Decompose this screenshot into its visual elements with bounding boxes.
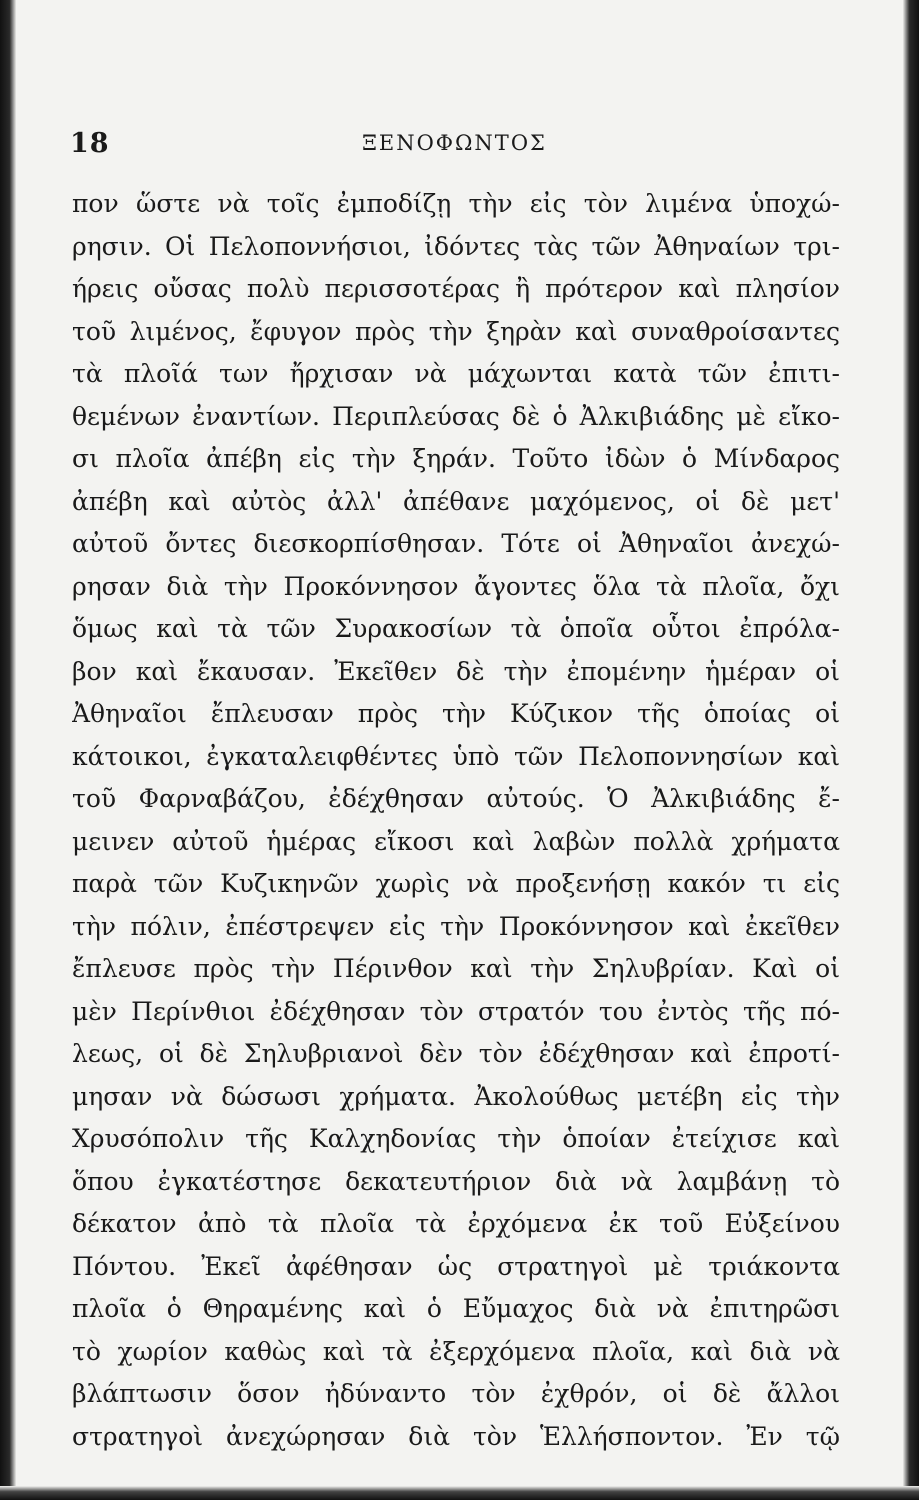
body-text [72, 183, 840, 1458]
text-line: μεινεν αὐτοῦ ἡμέρας εἴκοσι καὶ λαβὼν πολλὰ χρήματα [72, 826, 840, 856]
text-line: μησαν νὰ δώσωσι χρήματα. Ἀκολούθως μετέβη εἰς τὴν [72, 1081, 840, 1111]
scan-edge-left [0, 0, 16, 1500]
text-line: τὰ πλοῖά των ἤρχισαν νὰ μάχωνται κατὰ τῶν ἐπιτι- [72, 359, 840, 388]
text-line: τοῦ λιμένος, ἔφυγον πρὸς τὴν ξηρὰν καὶ συναθροίσαντες [72, 316, 840, 346]
text-line: βον καὶ ἔκαυσαν. Ἐκεῖθεν δὲ τὴν ἐπομένην ἡμέραν οἱ [72, 656, 840, 686]
text-line: δέκατον ἀπὸ τὰ πλοῖα τὰ ἐρχόμενα ἐκ τοῦ Εὐξείνου [72, 1209, 840, 1238]
text-line: πον ὥστε νὰ τοῖς ἐμποδίζῃ τὴν εἰς τὸν λιμένα ὑποχώ- [72, 189, 840, 218]
scan-edge-right [903, 0, 919, 1500]
text-line: τοῦ Φαρναβάζου, ἐδέχθησαν αὐτούς. Ὁ Ἀλκιβιάδης ἔ- [72, 784, 840, 813]
text-line: ἀπέβη καὶ αὐτὸς ἀλλ' ἀπέθανε μαχόμενος, οἱ δὲ μετ' [72, 486, 840, 516]
text-line: παρὰ τῶν Κυζικηνῶν χωρὶς νὰ προξενήσῃ κακόν τι εἰς [72, 869, 840, 898]
text-line: στρατηγοὶ ἀνεχώρησαν διὰ τὸν Ἑλλήσποντον. Ἐν τῷ [72, 1421, 840, 1451]
text-line: ὅπου ἐγκατέστησε δεκατευτήριον διὰ νὰ λαμβάνῃ τὸ [72, 1166, 840, 1196]
text-line: μὲν Περίνθιοι ἐδέχθησαν τὸν στρατόν του ἐντὸς τῆς πό- [72, 996, 840, 1026]
text-line: αὐτοῦ ὄντες διεσκορπίσθησαν. Τότε οἱ Ἀθηναῖοι ἀνεχώ- [72, 529, 840, 558]
text-line: Ἀθηναῖοι ἔπλευσαν πρὸς τὴν Κύζικον τῆς ὁποίας οἱ [72, 699, 840, 728]
text-line: ήρεις οὔσας πολὺ περισσοτέρας ἢ πρότερον καὶ πλησίον [72, 274, 840, 303]
running-head: ΞΕΝΟΦΩΝΤΟΣ [362, 131, 547, 155]
text-line: θεμένων ἐναντίων. Περιπλεύσας δὲ ὁ Ἀλκιβιάδης μὲ εἴκο- [72, 401, 840, 431]
text-line: Χρυσόπολιν τῆς Καλχηδονίας τὴν ὁποίαν ἐτείχισε καὶ [72, 1124, 840, 1153]
text-line: ὅμως καὶ τὰ τῶν Συρακοσίων τὰ ὁποῖα οὗτοι ἐπρόλα- [72, 614, 840, 643]
text-line: ρησιν. Οἱ Πελοποννήσιοι, ἰδόντες τὰς τῶν Ἀθηναίων τρι- [72, 231, 840, 261]
text-line: κάτοικοι, ἐγκαταλειφθέντες ὑπὸ τῶν Πελοποννησίων καὶ [72, 741, 840, 771]
text-line: σι πλοῖα ἀπέβη εἰς τὴν ξηράν. Τοῦτο ἰδὼν ὁ Μίνδαρος [72, 444, 840, 473]
page-number: 18 [70, 128, 110, 159]
text-line: ρησαν διὰ τὴν Προκόννησον ἄγοντες ὅλα τὰ πλοῖα, ὄχι [72, 571, 840, 601]
text-line: Πόντου. Ἐκεῖ ἀφέθησαν ὡς στρατηγοὶ μὲ τριάκοντα [72, 1251, 840, 1281]
text-line: τὴν πόλιν, ἐπέστρεψεν εἰς τὴν Προκόννησον καὶ ἐκεῖθεν [72, 911, 840, 941]
text-line: τὸ χωρίον καθὼς καὶ τὰ ἐξερχόμενα πλοῖα, καὶ διὰ νὰ [72, 1336, 840, 1366]
text-line: πλοῖα ὁ Θηραμένης καὶ ὁ Εὔμαχος διὰ νὰ ἐπιτηρῶσι [72, 1294, 840, 1323]
text-line: βλάπτωσιν ὅσον ἠδύναντο τὸν ἐχθρόν, οἱ δὲ ἄλλοι [72, 1379, 840, 1408]
text-line: ἔπλευσε πρὸς τὴν Πέρινθον καὶ τὴν Σηλυβρίαν. Καὶ οἱ [72, 954, 840, 983]
page-header [70, 128, 839, 168]
text-line: λεως, οἱ δὲ Σηλυβριανοὶ δὲν τὸν ἐδέχθησαν καὶ ἐπροτί- [72, 1039, 840, 1068]
scan-edge-bottom [0, 1486, 919, 1500]
